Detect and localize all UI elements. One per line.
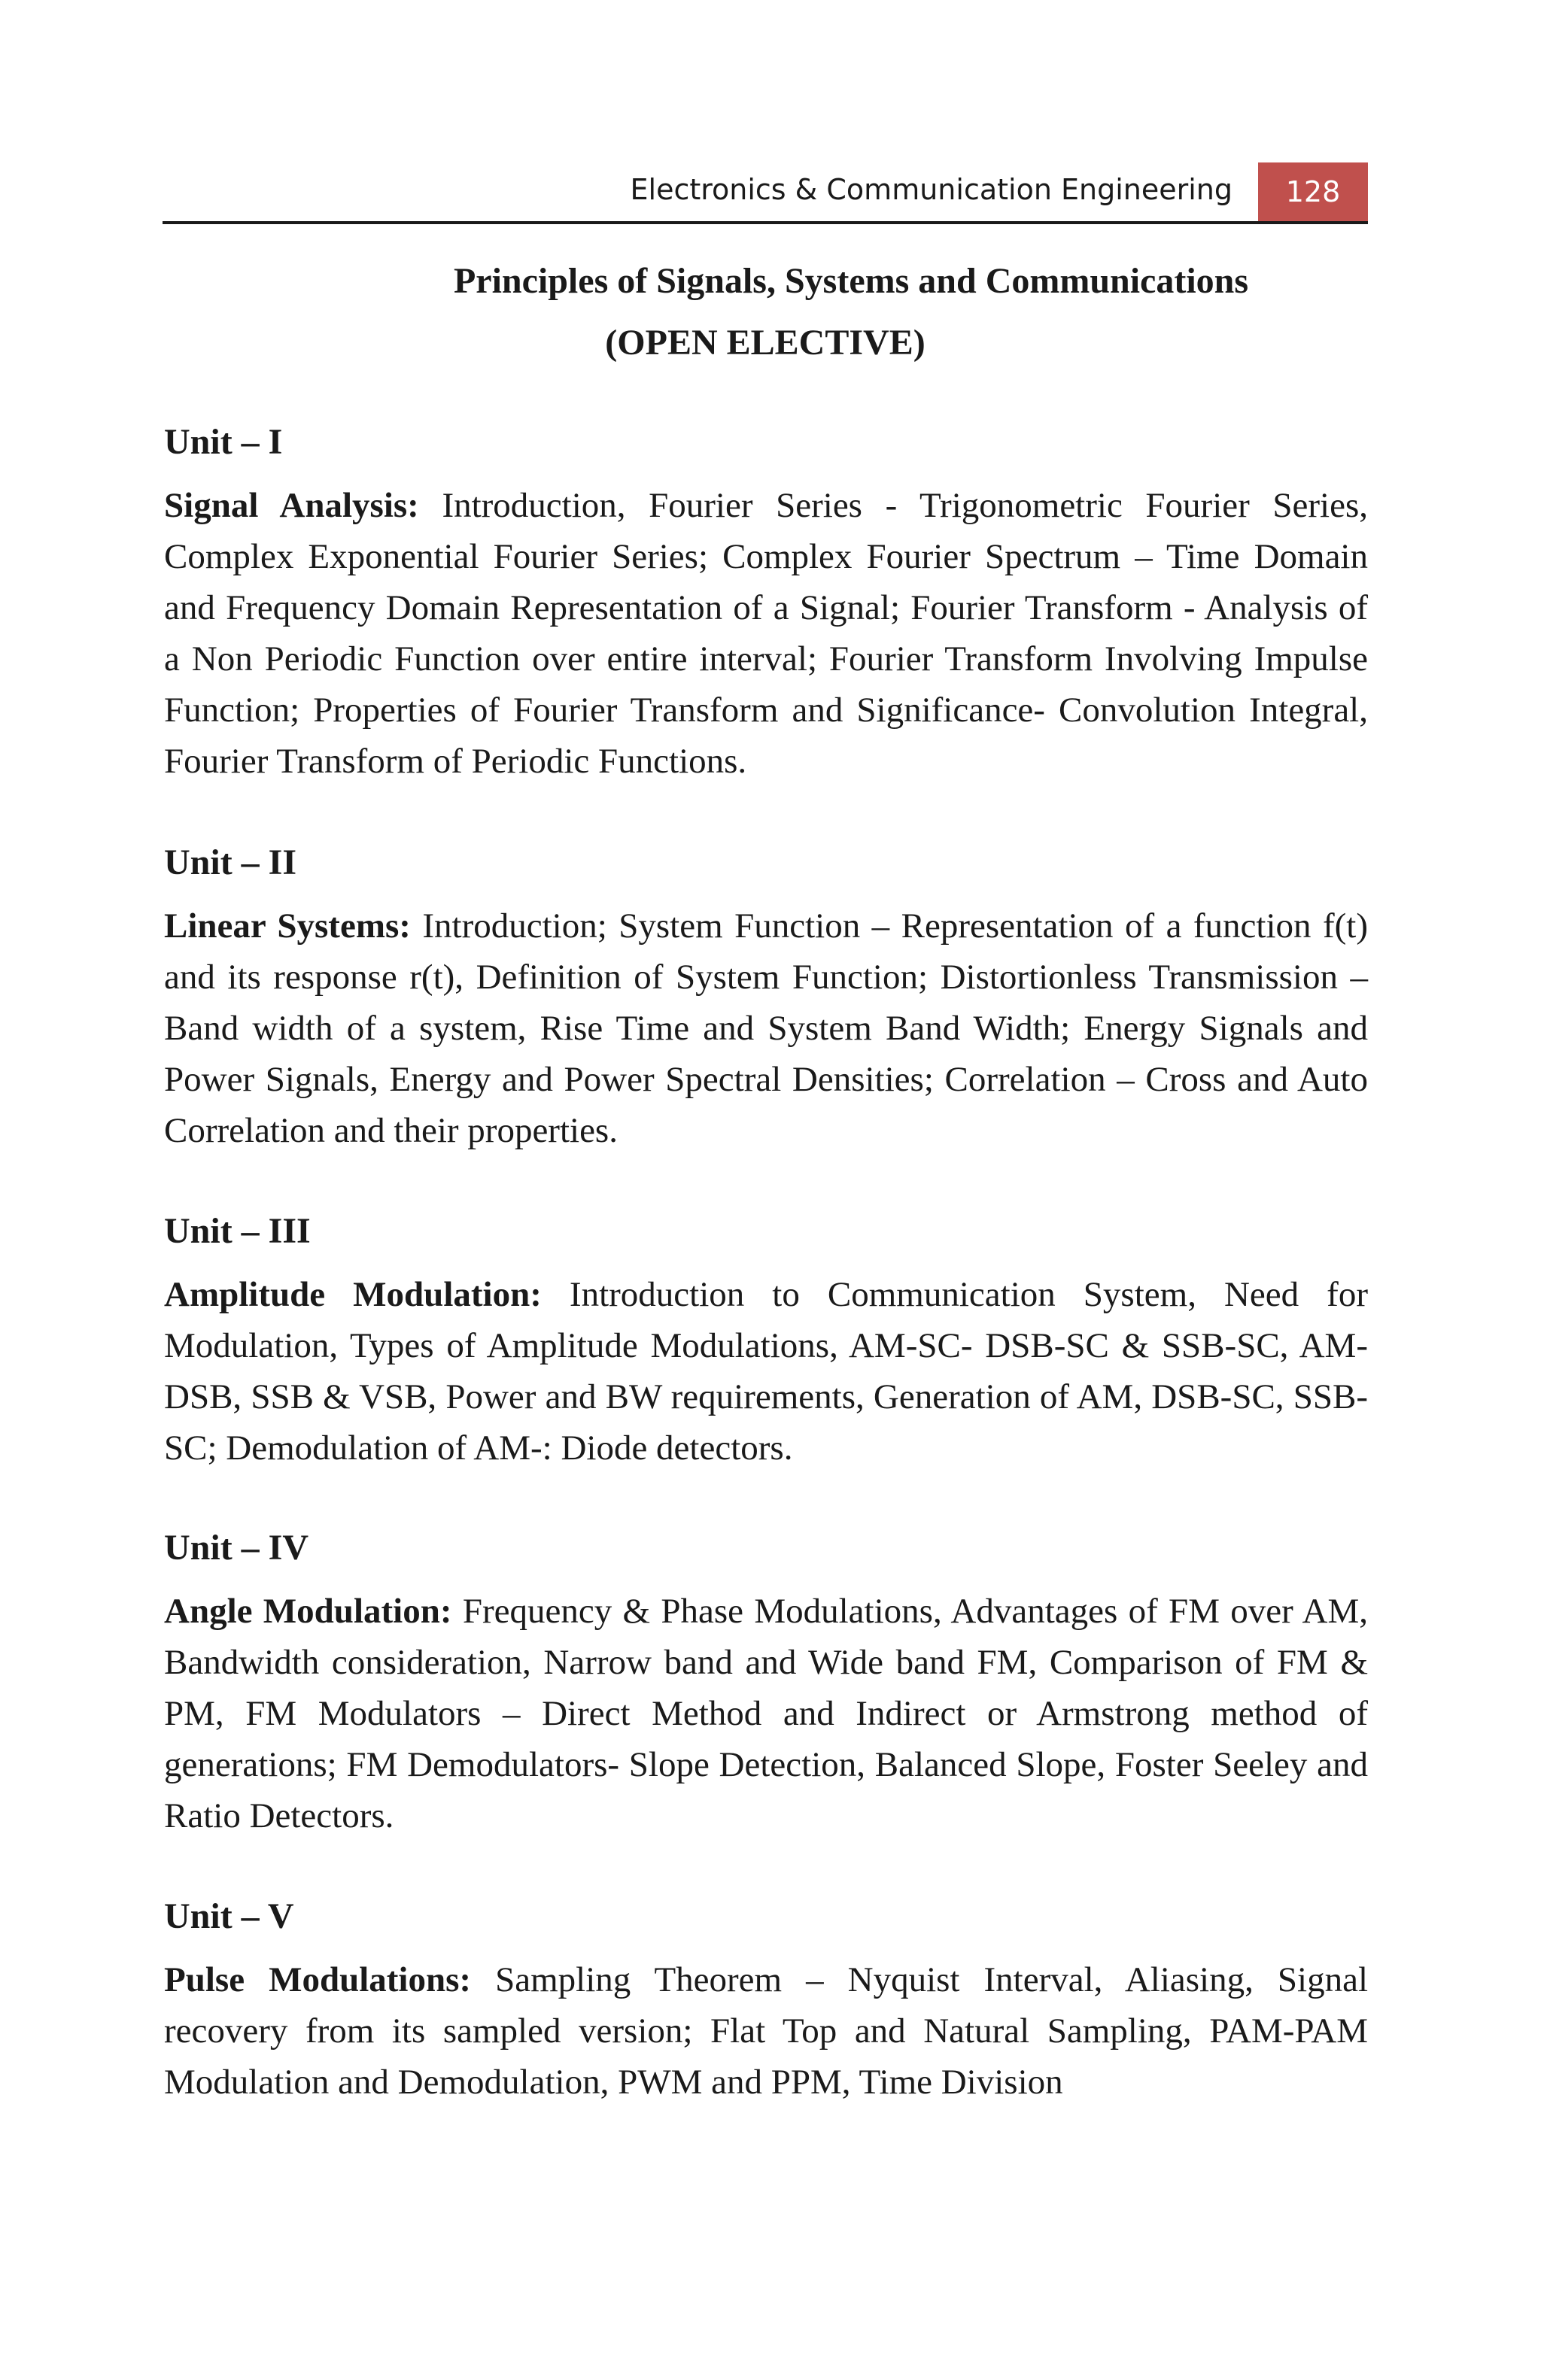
unit-topic: Linear Systems:: [164, 906, 411, 946]
unit-body: [164, 480, 1368, 787]
unit-body: [164, 900, 1368, 1156]
unit-topic: Angle Modulation:: [164, 1592, 452, 1631]
unit-section-2: [164, 840, 1368, 1156]
unit-body: [164, 1586, 1368, 1841]
unit-section-5: [164, 1894, 1368, 2108]
running-header-title: Electronics & Communication Engineering: [630, 173, 1232, 206]
unit-text: Introduction, Fourier Series - Trigonometric Fourier Series, Complex Exponential Fourier Series; Complex Fourier Spectrum – Time Domain and Frequency Domain Representation of a Signal; Fourier Transform - Analysis of a Non Periodic Function over entire interval; Fourier Transform Involving Impulse Function; Properties of Fourier Transform and Significance- Convolution Integral, Fourier Transform of Periodic Functions.: [164, 486, 1368, 781]
unit-heading: Unit – III: [164, 1211, 311, 1251]
unit-topic: Pulse Modulations:: [164, 1960, 472, 1999]
page-number-badge: 128: [1258, 162, 1368, 221]
unit-text: Introduction to Communication System, Need for Modulation, Types of Amplitude Modulations, AM-SC- DSB-SC & SSB-SC, AM- DSB, SSB & VSB, Power and BW requirements, Generation of AM, DSB-SC, SSB-SC; Demodulation of AM-: Diode detectors.: [164, 1275, 1368, 1468]
unit-heading: Unit – I: [164, 422, 283, 462]
unit-text: Sampling Theorem – Nyquist Interval, Aliasing, Signal recovery from its sampled version; Flat Top and Natural Sampling, PAM-PAM Modulation and Demodulation, PWM and PPM, Time Division: [164, 1960, 1369, 2102]
unit-topic: Amplitude Modulation:: [164, 1275, 542, 1314]
unit-heading: Unit – IV: [164, 1528, 309, 1568]
unit-section-4: [164, 1525, 1368, 1841]
document-title: Principles of Signals, Systems and Communications: [453, 261, 1249, 301]
unit-text: Introduction; System Function – Representation of a function f(t) and its response r(t), Definition of System Function; Distortionless Transmission – Band width of a system, Rise Time and System Band Width; Energy Signals and Power Signals, Energy and Power Spectral Densities; Correlation – Cross and Auto Correlation and their properties.: [164, 906, 1368, 1150]
unit-topic: Signal Analysis:: [164, 486, 419, 525]
page-header: [163, 162, 1368, 224]
unit-section-3: [164, 1209, 1368, 1474]
document-subtitle: (OPEN ELECTIVE): [605, 323, 926, 363]
unit-body: [164, 1269, 1368, 1474]
unit-text: Frequency & Phase Modulations, Advantages of FM over AM, Bandwidth consideration, Narrow band and Wide band FM, Comparison of FM & PM, FM Modulators – Direct Method and Indirect or Armstrong method of generations; FM Demodulators- Slope Detection, Balanced Slope, Foster Seeley and Ratio Detectors.: [164, 1592, 1368, 1835]
unit-heading: Unit – V: [164, 1896, 294, 1936]
unit-section-1: [164, 420, 1368, 787]
unit-heading: Unit – II: [164, 842, 297, 882]
unit-body: [164, 1954, 1368, 2108]
